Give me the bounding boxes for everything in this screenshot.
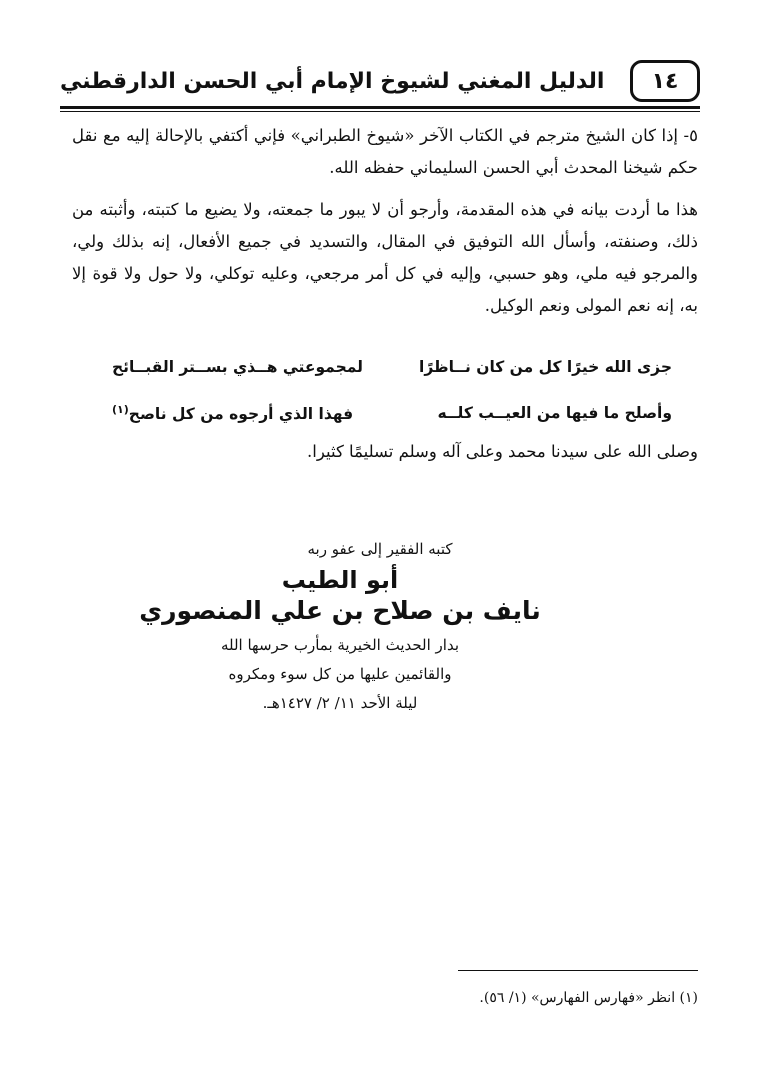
poem [112, 344, 672, 436]
hemistich-1b: لمجموعتي هــذي بســتر القبــائح [112, 358, 363, 376]
page-number: ١٤ [651, 68, 679, 94]
body-text [72, 120, 698, 322]
signature-intro: كتبه الفقير إلى عفو ربه [307, 540, 453, 558]
signature-block [60, 540, 620, 718]
signature-date: ليلة الأحد ١١/ ٢/ ١٤٢٧هـ. [262, 694, 418, 712]
footnote: (١) انظر «فهارس الفهارس» (١/ ٥٦). [479, 990, 698, 1006]
signature-kunya: أبو الطيب [281, 566, 399, 594]
poem-line-1 [112, 344, 672, 390]
signature-place: بدار الحديث الخيرية بمأرب حرسها الله [220, 636, 460, 654]
signature-prayer: والقائمين عليها من كل سوء ومكروه [228, 665, 452, 683]
header-rule [60, 106, 700, 109]
footnote-rule [458, 970, 698, 971]
closing-prayer: وصلى الله على سيدنا محمد وعلى آله وسلم تسليمًا كثيرا. [307, 442, 698, 461]
footnote-marker: (١) [112, 402, 129, 416]
poem-line-2 [112, 390, 672, 436]
running-title: الدليل المغني لشيوخ الإمام أبي الحسن الدارقطني [60, 68, 605, 94]
hemistich-2b-wrap [112, 403, 353, 423]
paragraph-1: ٥- إذا كان الشيخ مترجم في الكتاب الآخر «شيوخ الطبراني» فإني أكتفي بالإحالة إليه مع نقل حكم شيخنا المحدث أبي الحسن السليماني حفظه الله. [72, 126, 698, 177]
hemistich-1a: جزى الله خيرًا كل من كان نــاظرًا [419, 358, 672, 376]
page-header [60, 58, 700, 104]
hemistich-2b: فهذا الذي أرجوه من كل ناصح [128, 405, 354, 424]
paragraph-2: هذا ما أردت بيانه في هذه المقدمة، وأرجو أن لا يبور ما جمعته، ولا يضيع ما كتبته، وأثبته من ذلك، وصنفته، وأسأل الله التوفيق في المقال، والتسديد في جميع الأفعال، إنه بذلك ولي، والمرجو فيه ملي، وهو حسبي، وإليه في كل أمر مرجعي، وعليه توكلي، ولا حول ولا قوة إلا به، إنه نعم المولى ونعم الوكيل. [72, 200, 698, 315]
signature-name: نايف بن صلاح بن علي المنصوري [139, 596, 541, 625]
header-rule-thin [60, 111, 700, 112]
page-number-box [630, 60, 700, 102]
hemistich-2a: وأصلح ما فيها من العيــب كلــه [437, 404, 672, 422]
